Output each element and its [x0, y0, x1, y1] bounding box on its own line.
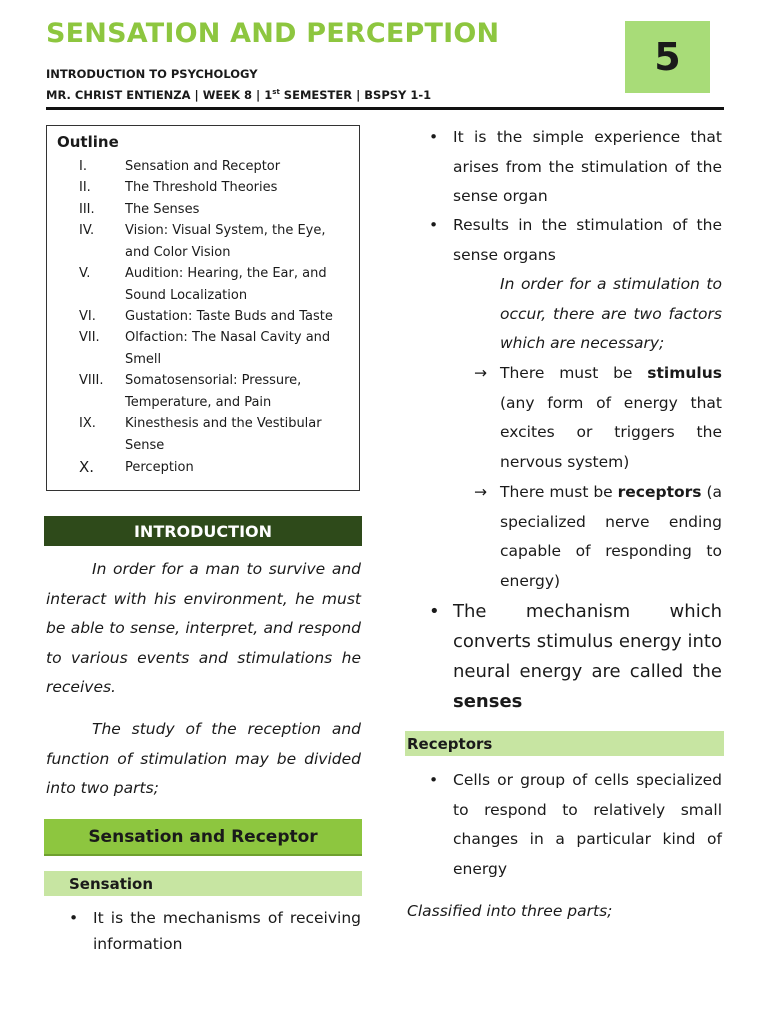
outline-title: Outline — [57, 133, 119, 151]
bullet-mark: • — [429, 216, 439, 234]
list-item-text: It is the mechanisms of receiving information — [93, 909, 361, 953]
outline-text: Gustation: Taste Buds and Taste — [125, 309, 333, 324]
arrow-icon: → — [474, 364, 487, 382]
outline-num: X. — [79, 458, 95, 476]
arrow-text-bold: receptors — [617, 483, 702, 501]
intro-paragraph: In order for a man to survive and interact with his environment, he must be able to sense, interpret, and respond to various events and stimulations he receives. — [46, 560, 361, 696]
course-meta — [46, 88, 431, 102]
meta-suffix: SEMESTER | BSPSY 1-1 — [279, 88, 432, 102]
classified-note: Classified into three parts; — [407, 902, 613, 920]
outline-num: II. — [79, 180, 91, 195]
subsection-heading: Sensation — [44, 871, 362, 896]
outline-num: I. — [79, 159, 87, 174]
arrow-text-pre: There must be — [500, 364, 648, 382]
meta-superscript: st — [272, 88, 280, 97]
list-item — [429, 766, 722, 884]
list-item-text: It is the simple experience that arises from the stimulation of the sense organ — [453, 128, 722, 205]
arrow-text-pre: There must be — [500, 483, 618, 501]
list-item — [429, 211, 722, 270]
intro-paragraph: The study of the reception and function of stimulation may be divided into two parts; — [46, 720, 361, 797]
outline-num: VI. — [79, 309, 96, 324]
list-item-text: The mechanism which converts stimulus energy into neural energy are called the — [453, 601, 722, 682]
arrow-text-bold: stimulus — [647, 364, 722, 382]
outline-box — [46, 125, 360, 491]
outline-text: The Senses — [125, 202, 200, 217]
italic-note: In order for a stimulation to occur, there are two factors which are necessary; — [500, 275, 722, 352]
section-heading: Sensation and Receptor — [44, 819, 362, 856]
arrow-item — [474, 359, 722, 477]
arrow-text-post: (any form of energy that excites or triggers the nervous system) — [500, 393, 722, 471]
arrow-item — [474, 478, 723, 596]
outline-text: The Threshold Theories — [125, 180, 278, 195]
arrow-text-post: (a specialized nerve ending capable of responding to energy) — [500, 483, 723, 590]
meta-prefix: MR. CHRIST ENTIENZA | WEEK 8 | 1 — [46, 88, 273, 102]
bullet-mark: • — [69, 909, 79, 927]
list-item — [429, 123, 722, 212]
bullet-mark: • — [429, 601, 440, 622]
arrow-icon: → — [474, 483, 487, 501]
outline-text: Audition: Hearing, the Ear, and Sound Localization — [125, 266, 327, 303]
outline-text: Olfaction: The Nasal Cavity and Smell — [125, 330, 331, 367]
page-title: SENSATION AND PERCEPTION — [46, 18, 500, 49]
outline-text: Somatosensorial: Pressure, Temperature, and Pain — [125, 373, 302, 410]
receptors-heading: Receptors — [405, 731, 724, 756]
list-item-text: Cells or group of cells specialized to respond to relatively small changes in a particular kind of energy — [453, 771, 722, 878]
list-item-text: Results in the stimulation of the sense organs — [453, 216, 722, 264]
course-name: INTRODUCTION TO PSYCHOLOGY — [46, 67, 258, 81]
list-item-bold: senses — [453, 691, 523, 712]
lesson-number-badge: 5 — [625, 21, 710, 93]
outline-num: IV. — [79, 223, 95, 238]
outline-text: Kinesthesis and the Vestibular Sense — [125, 416, 322, 453]
outline-num: VII. — [79, 330, 100, 345]
outline-num: VIII. — [79, 373, 104, 388]
outline-text: Sensation and Receptor — [125, 159, 281, 174]
bullet-mark: • — [429, 771, 439, 789]
list-item — [69, 906, 361, 957]
outline-text: Perception — [125, 460, 194, 475]
outline-text: Vision: Visual System, the Eye, and Color Vision — [125, 223, 326, 260]
outline-num: III. — [79, 202, 95, 217]
introduction-heading: INTRODUCTION — [44, 516, 362, 546]
list-item — [429, 597, 722, 717]
bullet-mark: • — [429, 128, 439, 146]
header-divider — [46, 107, 724, 110]
outline-num: V. — [79, 266, 91, 281]
outline-num: IX. — [79, 416, 96, 431]
